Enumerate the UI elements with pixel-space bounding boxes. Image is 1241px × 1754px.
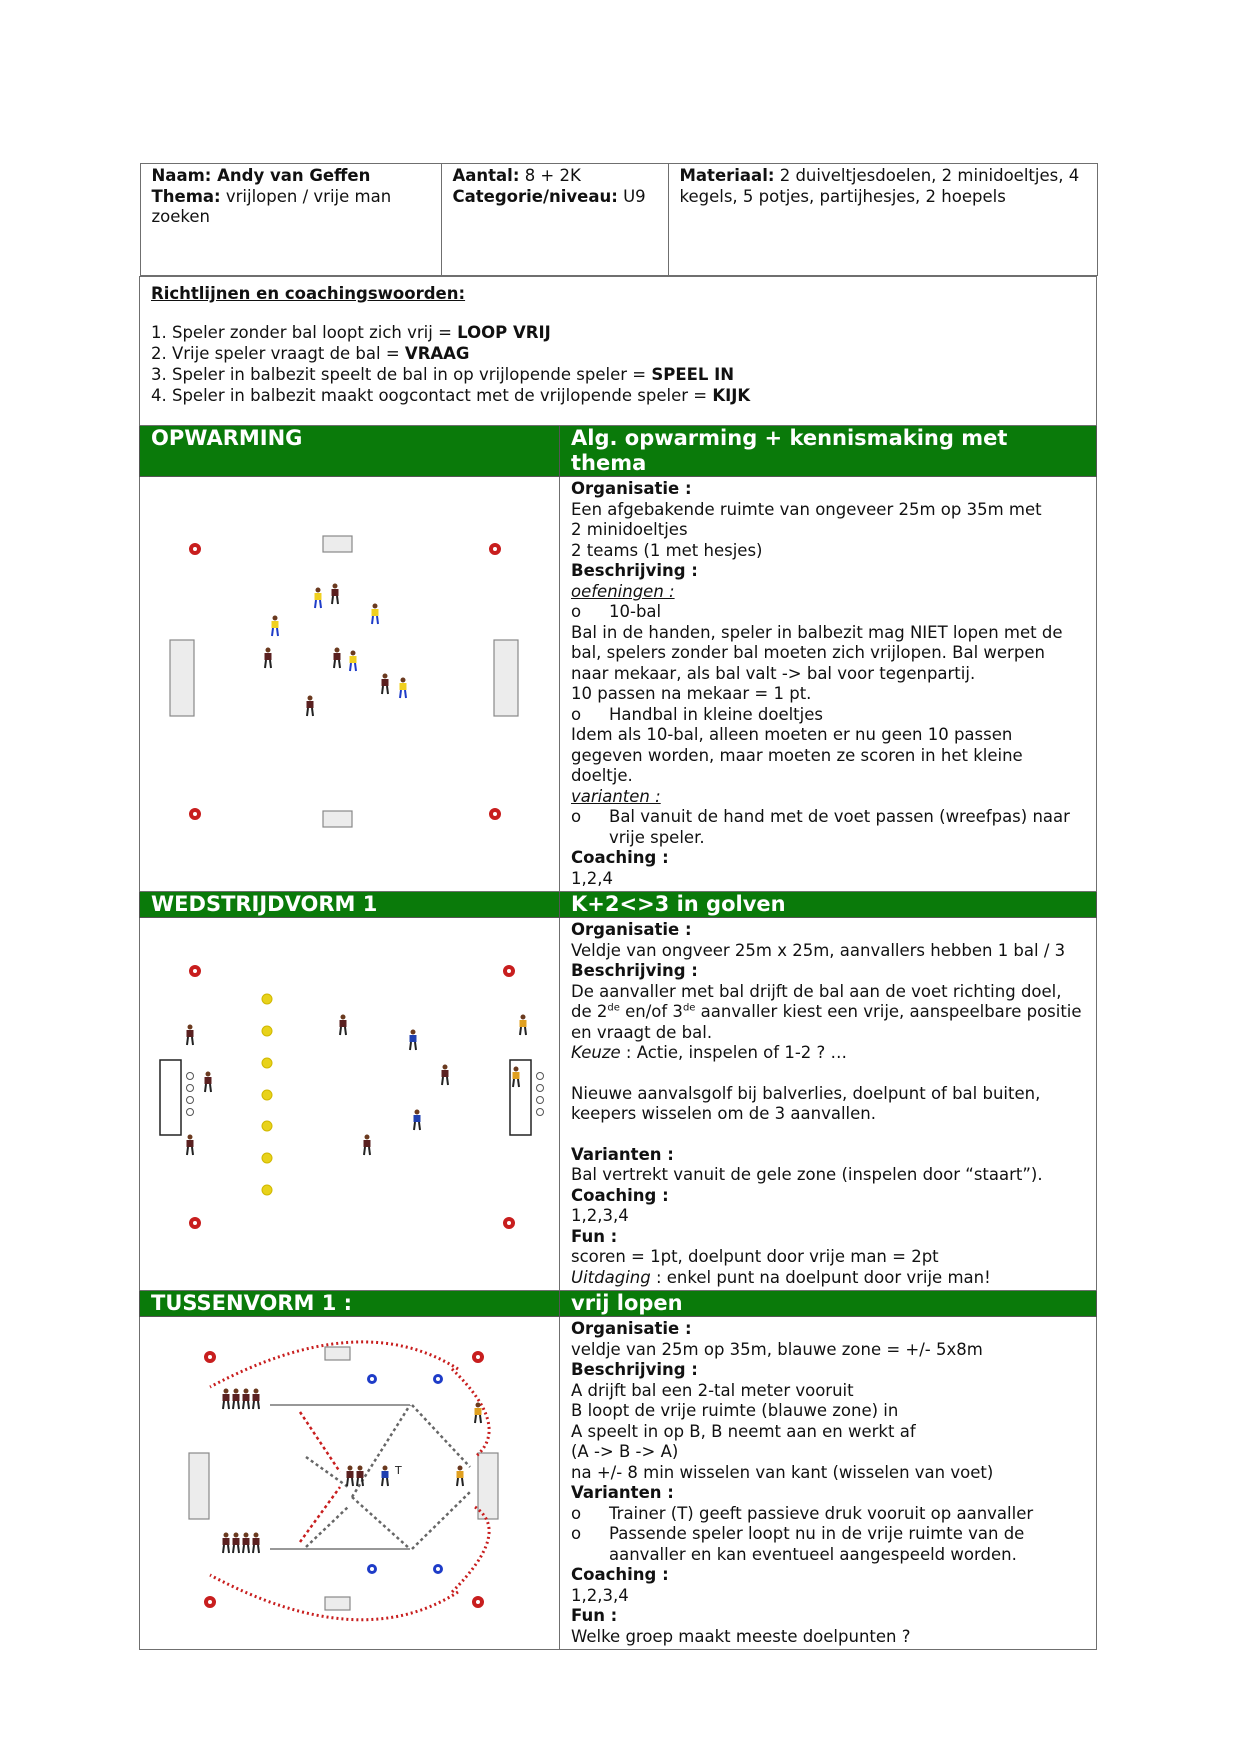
player-dark-icon [243,1389,250,1410]
session-table [139,163,1097,1650]
trainer-cell [140,164,441,276]
yellow-pots [262,994,272,1195]
section-header-wedstrijdvorm [140,892,1097,918]
player-dark-icon [442,1065,449,1086]
player-dark-icon [265,648,272,669]
player-dark-icon [307,696,314,717]
player-dark-icon [334,648,341,669]
player-dark-icon [243,1533,250,1554]
trainer-icon [410,1030,417,1051]
section-title-right: Alg. opwarming + kennismaking met thema [560,426,1097,477]
player-dark-icon [233,1389,240,1410]
section-title-right: K+2<>3 in golven [560,892,1097,918]
goal [494,640,518,716]
guideline-2: 2. Vrije speler vraagt de bal = VRAAG [151,344,470,363]
keeper-icon [457,1466,464,1487]
trainer-icon [414,1110,421,1131]
cone [191,1219,199,1227]
player-dark-icon [233,1533,240,1554]
field-diagram-1 [140,477,559,885]
guidelines-title: Richtlijnen en coachingswoorden: [151,284,466,303]
section-body-tussenvorm [140,1317,1097,1650]
cone [491,545,499,553]
mini-goal [323,536,352,552]
trainer-icon [382,1466,389,1487]
goal [510,1060,531,1135]
player-dark-icon [253,1389,260,1410]
field-diagram-3 [140,1317,559,1644]
player-dark-icon [253,1533,260,1554]
goals [170,536,518,827]
balls [187,1073,544,1116]
goals [160,1060,531,1135]
guidelines-row [140,277,1097,426]
cone [191,810,199,818]
guideline-3: 3. Speler in balbezit speelt de bal in op vrijlopende speler = SPEEL IN [151,365,735,384]
thema: Thema: vrijlopen / vrije man zoeken [151,186,392,226]
player-yellow-icon [372,604,379,625]
player-dark-icon [187,1135,194,1156]
section-header-opwarming [140,426,1097,477]
diagram-opwarming [140,477,560,892]
section-body-opwarming [140,477,1097,892]
player-yellow-icon [315,588,322,609]
field-diagram-2 [140,918,559,1282]
cones [191,967,513,1227]
player-dark-icon [223,1389,230,1410]
player-dark-icon [382,674,389,695]
dribble-lines [270,1405,410,1549]
text-tussenvorm: Organisatie : veldje van 25m op 35m, blauwe zone = +/- 5x8m Beschrijving : A drijft bal een 2-tal meter vooruit B loopt de vrije ruimte (blauwe zone) in A speelt in op B, B neemt aan en werkt af (A -> B -> A) na +/- 8 min wisselen van kant (wisselen van voet) Varianten : o Trainer (T) geeft passieve druk vooruit op aanvaller o Passende speler loopt nu in de vrije ruimte van de aanvaller en kan eventueel aangespeeld worden. Coaching : 1,2,3,4 Fun : Welke groep maakt meeste doelpunten ? [560,1317,1097,1650]
player-yellow-icon [400,678,407,699]
session-sheet [139,163,1096,1650]
cone [505,967,513,975]
guideline-1: 1. Speler zonder bal loopt zich vrij = LOOP VRIJ [151,323,551,342]
text-wedstrijdvorm: Organisatie : Veldje van ongveer 25m x 25m, aanvallers hebben 1 bal / 3 Beschrijving : De aanvaller met bal drijft de bal aan de voet richting doel, de 2de en/of 3de aanvaller kiest een vrije, aanspeelbare positie en vraagt de bal. Keuze : Actie, inspelen of 1-2 ? … Nieuwe aanvalsgolf bij balverlies, doelpunt of bal buiten, keepers wisselen om de 3 aanvallen. Varianten : Bal vertrekt vanuit de gele zone (inspelen door “staart”). Coaching : 1,2,3,4 Fun : scoren = 1pt, doelpunt door vrije man = 2pt Uitdaging : enkel punt na doelpunt door vrije man! [560,918,1097,1291]
section-title-left: WEDSTRIJDVORM 1 [140,892,560,918]
player-dark-icon [187,1025,194,1046]
player-yellow-icon [350,651,357,672]
keeper-icon [520,1015,527,1036]
section-header-tussenvorm [140,1291,1097,1317]
aantal-cell: Aantal: 8 + 2K Categorie/niveau: U9 [441,164,668,276]
trainer-label: T [395,1464,402,1477]
diagram-tussenvorm [140,1317,560,1650]
guideline-4: 4. Speler in balbezit maakt oogcontact met de vrijlopende speler = KIJK [151,386,751,405]
player-yellow-icon [272,616,279,637]
players-3 [223,1389,482,1554]
player-dark-icon [347,1466,354,1487]
red-runs [300,1412,340,1542]
section-title-left: TUSSENVORM 1 : [140,1291,560,1317]
section-title-right: vrij lopen [560,1291,1097,1317]
run-arcs [210,1342,489,1620]
diagram-wedstrijdvorm [140,918,560,1291]
player-dark-icon [205,1072,212,1093]
materiaal-cell: Materiaal: 2 duiveltjesdoelen, 2 minidoeltjes, 4 kegels, 5 potjes, partijhesjes, 2 hoepels [668,164,1097,276]
player-dark-icon [340,1015,347,1036]
player-dark-icon [364,1135,371,1156]
naam: Naam: Andy van Geffen [151,166,371,185]
text-opwarming: Organisatie : Een afgebakende ruimte van ongeveer 25m op 35m met 2 minidoeltjes 2 teams (1 met hesjes) Beschrijving : oefeningen : o 10-bal Bal in de handen, speler in balbezit mag NIET lopen met de bal, spelers zonder bal moeten zich vrijlopen. Bal werpen naar mekaar, als bal valt -> bal voor tegenpartij. 10 passen na mekaar = 1 pt. o Handbal in kleine doeltjes Idem als 10-bal, alleen moeten er nu geen 10 passen gegeven worden, maar moeten ze scoren in het kleine doeltje. varianten : o Bal vanuit de hand met de voet passen (wreefpas) naar vrije speler. Coaching : 1,2,4 [560,477,1097,892]
cone [191,967,199,975]
mini-goal [323,811,352,827]
cone [191,545,199,553]
players-2 [187,1015,527,1156]
goals [189,1347,498,1610]
cones [191,545,499,818]
goal [170,640,194,716]
cone [491,810,499,818]
cone [505,1219,513,1227]
player-dark-icon [332,584,339,605]
goal [160,1060,181,1135]
header-row [140,163,1097,277]
player-dark-icon [357,1466,364,1487]
section-body-wedstrijdvorm [140,918,1097,1291]
players-1 [265,584,407,717]
section-title-left: OPWARMING [140,426,560,477]
player-dark-icon [223,1533,230,1554]
